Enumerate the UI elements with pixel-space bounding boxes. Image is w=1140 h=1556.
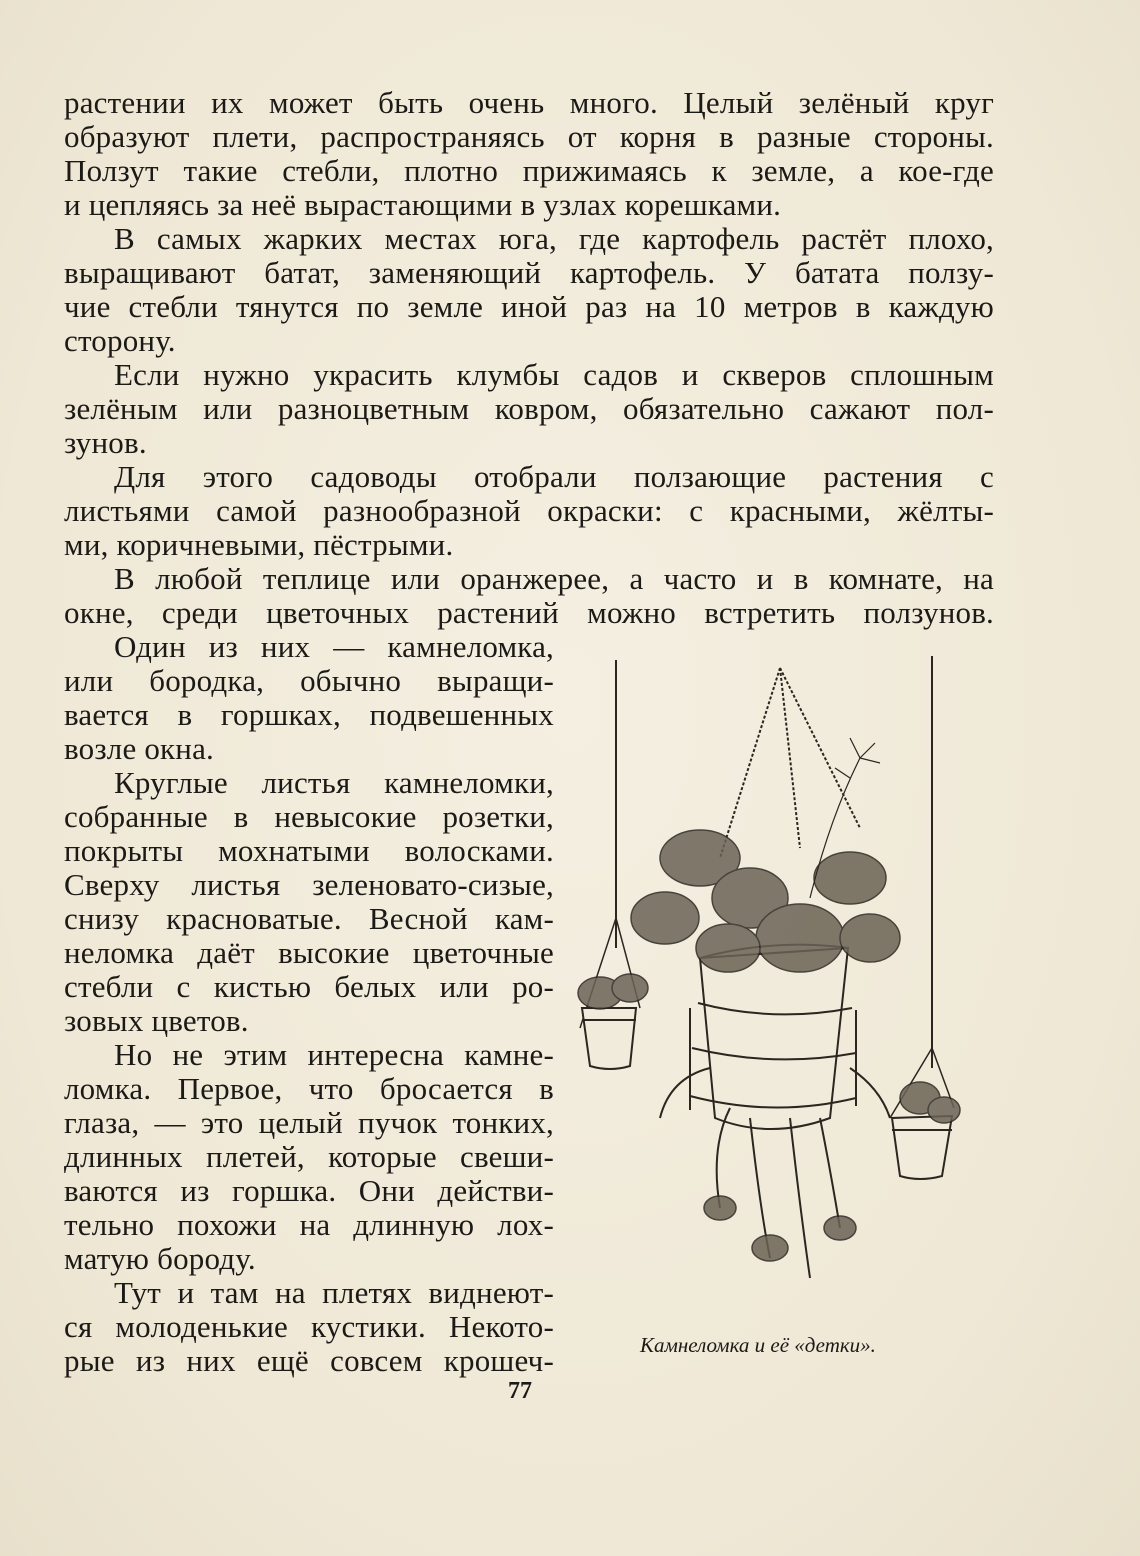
text-line: окне, среди цветочных растений можно встретить ползунов.: [64, 595, 994, 630]
text-line: и цепляясь за неё вырастающими в узлах корешками.: [64, 187, 782, 222]
text-line: В самых жарких местах юга, где картофель растёт плохо,: [114, 221, 994, 256]
text-line: рые из них ещё совсем крошеч-: [64, 1343, 554, 1378]
text-line: выращивают батат, заменяющий картофель. У батата ползу-: [64, 255, 994, 290]
text-line: зелёным или разноцветным ковром, обязательно сажают пол-: [64, 391, 994, 426]
leaf: [696, 924, 760, 972]
text-line: ваются из горшка. Они действи-: [64, 1173, 554, 1208]
leaf: [814, 852, 886, 904]
left-pot: [582, 1008, 636, 1069]
text-line: сторону.: [64, 323, 176, 358]
leaf: [752, 1235, 788, 1261]
leaf: [824, 1216, 856, 1240]
text-line: Тут и там на плетях виднеют-: [114, 1275, 554, 1310]
text-line: образуют плети, распространяясь от корня в разные стороны.: [64, 119, 994, 154]
text-line: ломка. Первое, что бросается в: [64, 1071, 554, 1106]
text-line: Сверху листья зеленовато-сизые,: [64, 867, 554, 902]
central-pot: [700, 948, 848, 1129]
text-line: неломка даёт высокие цветочные: [64, 935, 554, 970]
text-line: растении их может быть очень много. Целый зелёный круг: [64, 85, 994, 120]
text-line: зовых цветов.: [64, 1003, 249, 1038]
text-line: Но не этим интересна камне-: [114, 1037, 554, 1072]
text-line: Ползут такие стебли, плотно прижимаясь к земле, а кое-где: [64, 153, 994, 188]
text-line: тельно похожи на длинную лох-: [64, 1207, 554, 1242]
text-line: стебли с кистью белых или ро-: [64, 969, 554, 1004]
text-line: Если нужно украсить клумбы садов и скверов сплошным: [114, 357, 994, 392]
saxifrage-illustration: [560, 648, 990, 1308]
text-line: глаза, — это целый пучок тонких,: [64, 1105, 554, 1140]
leaf: [840, 914, 900, 962]
right-pot: [892, 1116, 952, 1179]
text-line: длинных плетей, которые свеши-: [64, 1139, 554, 1174]
leaf: [704, 1196, 736, 1220]
leaf: [756, 904, 844, 972]
text-line: чие стебли тянутся по земле иной раз на 10 метров в каждую: [64, 289, 994, 324]
text-line: Один из них — камнеломка,: [114, 629, 554, 664]
text-line: В любой теплице или оранжерее, а часто и в комнате, на: [114, 561, 994, 596]
text-line: ми, коричневыми, пёстрыми.: [64, 527, 454, 562]
text-line: покрыты мохнатыми волосками.: [64, 833, 554, 868]
text-line: ся молоденькие кустики. Некото-: [64, 1309, 554, 1344]
text-line: или бородка, обычно выращи-: [64, 663, 554, 698]
page-number: 77: [508, 1378, 532, 1404]
text-line: собранные в невысокие розетки,: [64, 799, 554, 834]
figure-caption: Камнеломка и её «детки».: [640, 1333, 876, 1357]
text-line: зунов.: [64, 425, 147, 460]
text-line: листьями самой разнообразной окраски: с красными, жёлты-: [64, 493, 994, 528]
text-line: возле окна.: [64, 731, 215, 766]
leaf: [928, 1097, 960, 1123]
text-line: вается в горшках, подвешенных: [64, 697, 554, 732]
leaf: [631, 892, 699, 944]
text-line: Для этого садоводы отобрали ползающие растения с: [114, 459, 994, 494]
leaf: [612, 974, 648, 1002]
text-line: Круглые листья камнеломки,: [114, 765, 554, 800]
text-line: матую бороду.: [64, 1241, 256, 1276]
text-line: снизу красноватые. Весной кам-: [64, 901, 554, 936]
